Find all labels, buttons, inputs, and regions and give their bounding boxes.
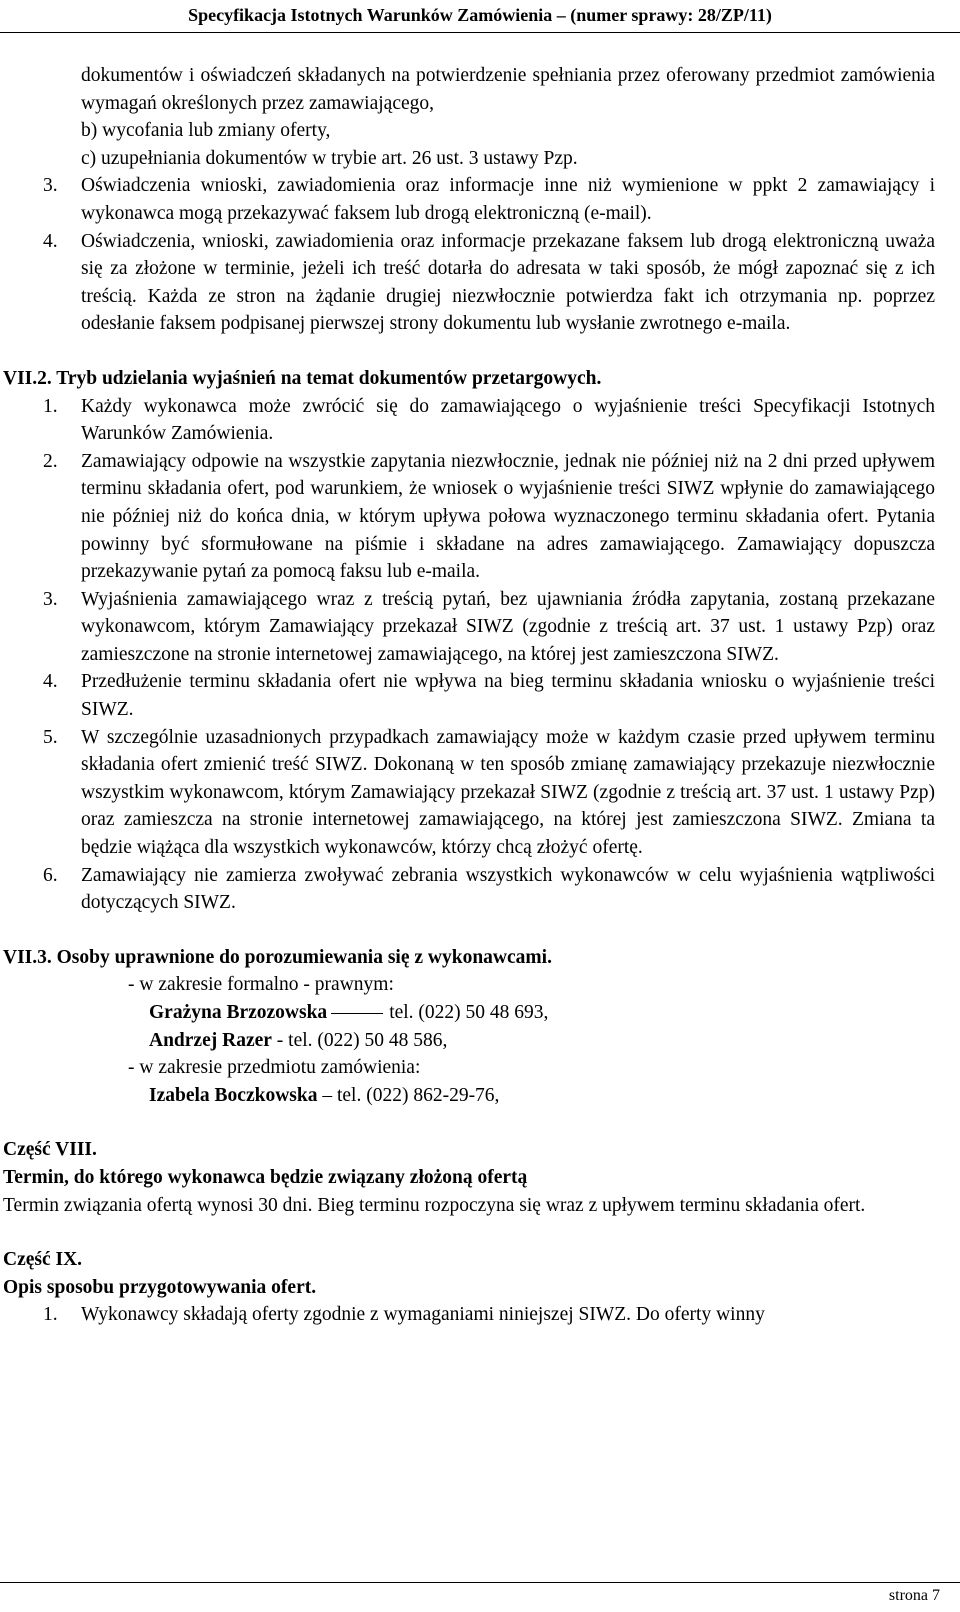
spacer xyxy=(0,917,960,944)
item-number: 3. xyxy=(43,588,58,610)
part-ix-heading: Opis sposobu przygotowywania ofert. xyxy=(3,1276,317,1298)
numbered-item-1 xyxy=(0,393,960,448)
item-text: Oświadczenia wnioski, zawiadomienia oraz informacje inne niż wymienione w ppkt 2 zamawiający i wykonawca mogą przekazywać faksem lub drogą elektroniczną (e-mail). xyxy=(81,175,935,224)
section-heading-vii3: VII.3. Osoby uprawnione do porozumiewania się z wykonawcami. xyxy=(3,946,552,968)
numbered-item-3 xyxy=(0,172,960,227)
item-text: Wykonawcy składają oferty zgodnie z wymaganiami niniejszej SIWZ. Do oferty winny xyxy=(81,1304,765,1326)
item-text: Każdy wykonawca może zwrócić się do zamawiającego o wyjaśnienie treści Specyfikacji Istotnych Warunków Zamówienia. xyxy=(81,395,935,445)
contact-phone: - tel. (022) 50 48 586, xyxy=(276,1029,448,1051)
item-text: Oświadczenia, wnioski, zawiadomienia oraz informacje przekazane faksem lub drogą elektroniczną uważa się za złożone w terminie, jeżeli ich treść dotarła do adresata w taki sposób, że mógł zapoznać się z ich treścią. Każda ze stron na żądanie drugiej niezwłocznie potwierdza fakt ich otrzymania np. poprzez odesłanie faksem podpisanej pierwszej strony dokumentu lub wysłanie zwrotnego e-maila. xyxy=(81,230,935,335)
header-divider xyxy=(0,32,960,33)
item-text: W szczególnie uzasadnionych przypadkach zamawiający może w każdym czasie przed upływem terminu składania ofert zmienić treść SIWZ. Dokonaną w ten sposób zmianę zamawiający przekazuje niezwłocznie wszystkim wykonawcom, którym Zamawiający przekazał SIWZ (zgodnie z treścią art. 37 ust. 1 ustawy Pzp) oraz zamieszcza na stronie internetowej zamawiającego, na której jest zamieszczona SIWZ. Zmiana ta będzie wiążąca dla wszystkich wykonawców, którzy chcą złożyć ofertę. xyxy=(81,726,935,859)
part-viii-title: Część VIII. xyxy=(3,1139,97,1161)
item-text: Zamawiający nie zamierza zwoływać zebrania wszystkich wykonawców w celu wyjaśnienia wątpliwości dotyczących SIWZ. xyxy=(81,864,935,914)
list-item-b: b) wycofania lub zmiany oferty, xyxy=(81,120,331,142)
document-header: Specyfikacja Istotnych Warunków Zamówienia – (numer sprawy: 28/ZP/11) xyxy=(188,5,772,25)
paragraph-continuation: dokumentów i oświadczeń składanych na potwierdzenie spełniania przez oferowany przedmiot zamówienia wymagań określonych przez zamawiającego, xyxy=(81,65,935,114)
spacer xyxy=(0,338,960,365)
numbered-item-2 xyxy=(0,448,960,586)
contact-row xyxy=(0,1082,960,1110)
item-number: 2. xyxy=(43,450,58,472)
list-item-c: c) uzupełniania dokumentów w trybie art. 26 ust. 3 ustawy Pzp. xyxy=(81,147,578,169)
contact-phone: tel. (022) 50 48 693, xyxy=(389,1002,549,1023)
numbered-item-3 xyxy=(0,586,960,669)
item-number: 1. xyxy=(43,395,58,417)
item-number: 6. xyxy=(43,864,58,886)
item-number: 1. xyxy=(43,1304,58,1326)
item-text: Wyjaśnienia zamawiającego wraz z treścią pytań, bez ujawniania źródła zapytania, zostaną przekazane wykonawcom, którym Zamawiający przekazał SIWZ (zgodnie z treścią art. 37 ust. 1 ustawy Pzp) oraz zamieszczone na stronie internetowej zamawiającego, na której jest zamieszczona SIWZ. xyxy=(81,588,935,665)
numbered-item-5 xyxy=(0,724,960,862)
subject-scope-label: - w zakresie przedmiotu zamówienia: xyxy=(128,1057,421,1079)
contact-row xyxy=(0,1027,960,1055)
part-viii-text: Termin związania ofertą wynosi 30 dni. Bieg terminu rozpoczyna się wraz z upływem terminu składania ofert. xyxy=(3,1194,866,1216)
numbered-item-4 xyxy=(0,668,960,723)
item-number: 4. xyxy=(43,230,58,252)
contact-name: Andrzej Razer xyxy=(149,1029,272,1051)
numbered-item-1 xyxy=(0,1301,960,1329)
document-body xyxy=(0,62,960,1329)
page-number: strona 7 xyxy=(888,1587,940,1604)
spacer xyxy=(0,1219,960,1246)
dash-rule xyxy=(331,1013,383,1014)
item-text: Zamawiający odpowie na wszystkie zapytania niezwłocznie, jednak nie później niż na 2 dni przed upływem terminu składania ofert, pod warunkiem, że wniosek o wyjaśnienie treści SIWZ wpłynie do zamawiającego nie później niż do końca dnia, w którym upływa połowa wyznaczonego terminu składania ofert. Pytania powinny być sformułowane na piśmie i składane na adres zamawiającego. Zamawiający dopuszcza przekazywanie pytań za pomocą faksu lub e-maila. xyxy=(81,450,935,583)
item-text: Przedłużenie terminu składania ofert nie wpływa na bieg terminu składania wniosku o wyjaśnienie treści SIWZ. xyxy=(81,671,935,721)
contact-name: Izabela Boczkowska xyxy=(149,1084,318,1106)
formal-scope-label: - w zakresie formalno - prawnym: xyxy=(128,974,394,996)
item-number: 5. xyxy=(43,726,58,748)
spacer xyxy=(0,1109,960,1136)
part-viii-heading: Termin, do którego wykonawca będzie związany złożoną ofertą xyxy=(3,1166,528,1188)
contact-phone: – tel. (022) 862-29-76, xyxy=(322,1084,500,1106)
item-number: 4. xyxy=(43,671,58,693)
footer-divider xyxy=(0,1582,960,1583)
contact-name: Grażyna Brzozowska xyxy=(149,1002,328,1023)
numbered-item-6 xyxy=(0,862,960,917)
item-number: 3. xyxy=(43,175,58,197)
section-heading-vii2: VII.2. Tryb udzielania wyjaśnień na temat dokumentów przetargowych. xyxy=(3,367,602,389)
numbered-item-4 xyxy=(0,228,960,338)
contact-row xyxy=(0,999,960,1027)
part-ix-title: Część IX. xyxy=(3,1249,83,1271)
